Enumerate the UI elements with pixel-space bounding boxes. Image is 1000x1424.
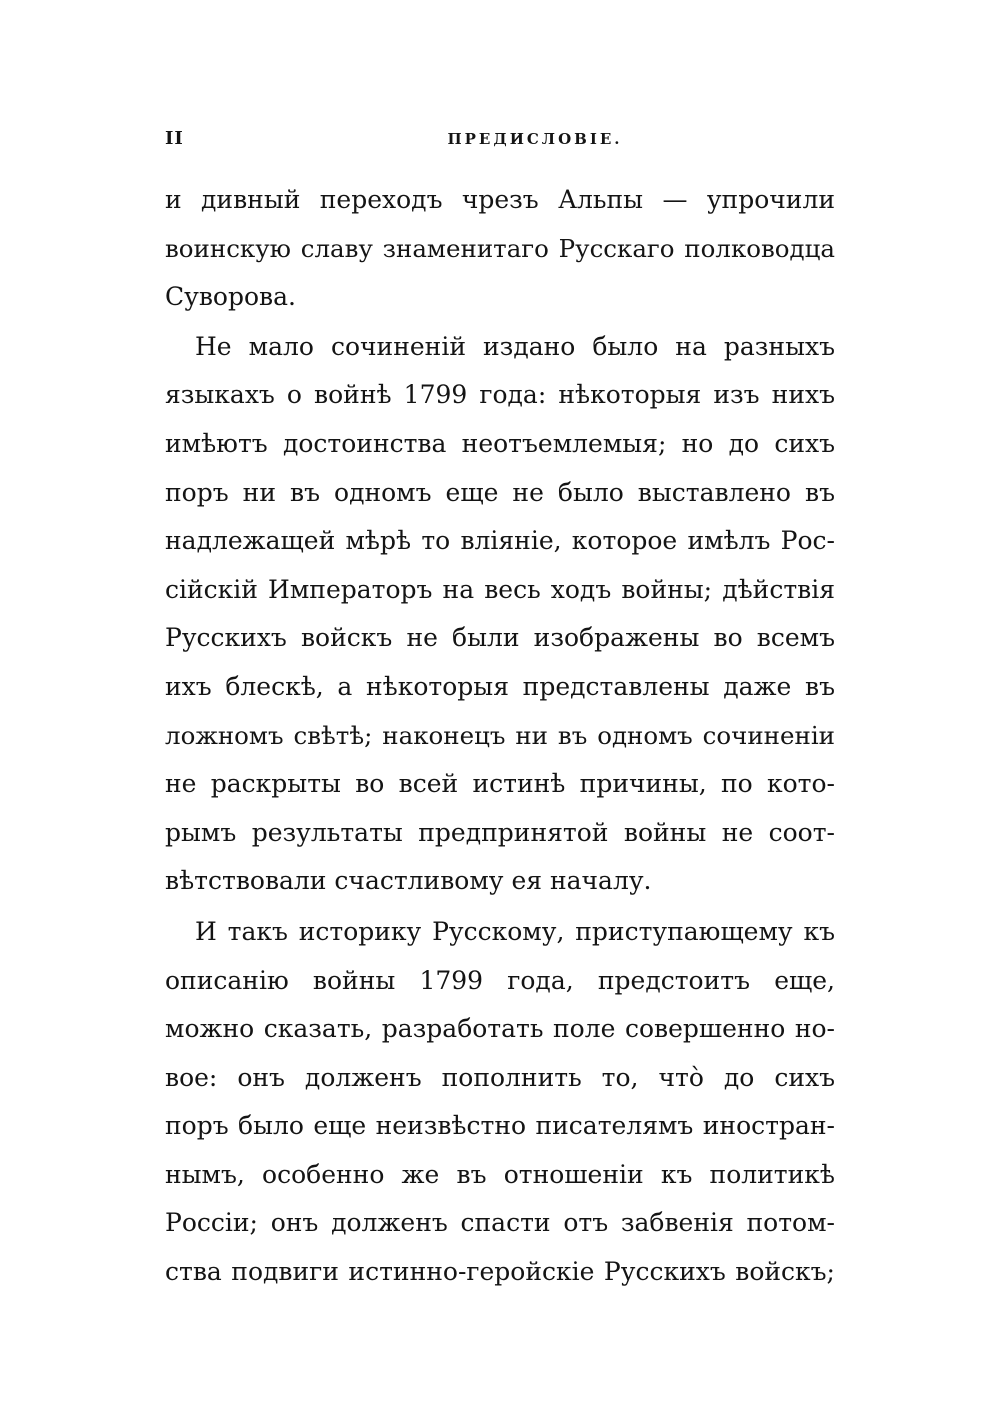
text-line: поръ было еще неизвѣстно писателямъ иностран- bbox=[165, 1111, 835, 1141]
text-line: и дивный переходъ чрезъ Альпы — упрочили bbox=[165, 185, 835, 214]
running-head: ПРЕДИСЛОВІЕ. bbox=[447, 130, 623, 148]
paragraph-2 bbox=[165, 323, 835, 906]
text-line: воинскую славу знаменитаго Русскаго полководца bbox=[165, 233, 835, 263]
text-line: ихъ блескѣ, а нѣкоторыя представлены даже въ bbox=[165, 671, 835, 701]
text-line: И такъ историку Русскому, приступающему къ bbox=[195, 916, 835, 946]
text-line: языкахъ о войнѣ 1799 года: нѣкоторыя изъ нихъ bbox=[165, 380, 835, 410]
paragraph-3 bbox=[165, 908, 835, 1297]
text-line: ложномъ свѣтѣ; наконецъ ни въ одномъ сочиненіи bbox=[165, 720, 835, 750]
text-line: Не мало сочиненій издано было на разныхъ bbox=[195, 331, 835, 361]
text-line: вѣтствовали счастливому ея началу. bbox=[165, 866, 652, 896]
text-line: поръ ни въ одномъ еще не было выставлено въ bbox=[165, 477, 835, 507]
text-line: надлежащей мѣрѣ то вліяніе, которое имѣлъ Рос- bbox=[165, 526, 835, 556]
page-number: II bbox=[165, 128, 184, 149]
page-header bbox=[165, 128, 835, 158]
text-line: не раскрыты во всей истинѣ причины, по кото- bbox=[165, 769, 835, 799]
text-line: Русскихъ войскъ не были изображены во всемъ bbox=[165, 623, 835, 653]
paragraph-1 bbox=[165, 176, 835, 322]
text-line: ства подвиги истинно-геройскіе Русскихъ войскъ; bbox=[165, 1257, 835, 1287]
text-line: описанію войны 1799 года, предстоитъ еще, bbox=[165, 965, 835, 995]
text-line: рымъ результаты предпринятой войны не соот- bbox=[165, 817, 835, 847]
text-line: имѣютъ достоинства неотъемлемыя; но до сихъ bbox=[165, 428, 835, 458]
text-line: сійскій Императоръ на весь ходъ войны; дѣйствія bbox=[165, 574, 835, 604]
text-line: Суворова. bbox=[165, 282, 296, 312]
text-line: нымъ, особенно же въ отношеніи къ политикѣ bbox=[165, 1159, 835, 1189]
text-line: Россіи; онъ долженъ спасти отъ забвенія потом- bbox=[165, 1208, 835, 1238]
text-line: вое: онъ долженъ пополнить то, чтò до сихъ bbox=[165, 1062, 835, 1092]
text-line: можно сказать, разработать поле совершенно но- bbox=[165, 1014, 835, 1044]
body-text bbox=[165, 176, 835, 1297]
